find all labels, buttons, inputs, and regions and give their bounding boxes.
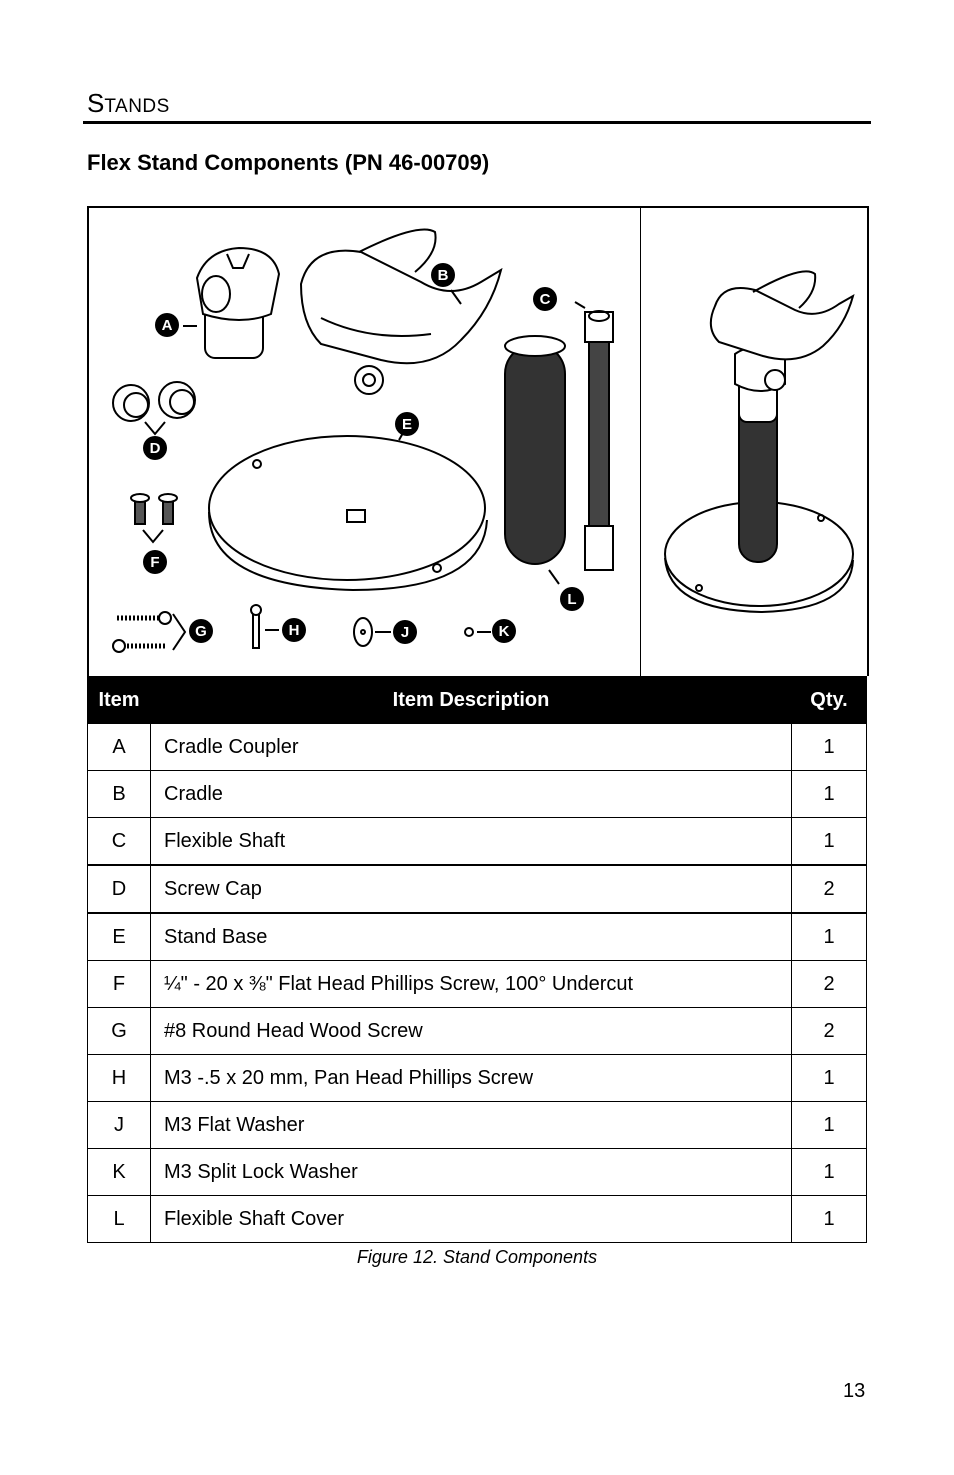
svg-text:G: G — [195, 623, 207, 640]
svg-text:J: J — [400, 624, 410, 641]
table-row — [88, 961, 867, 1008]
cradle-coupler-drawing — [197, 248, 279, 358]
callout-label-e — [395, 412, 419, 436]
column-header-description: Item Description — [151, 677, 792, 724]
section-heading — [87, 86, 170, 124]
item-qty: 1 — [792, 818, 867, 866]
svg-text:K: K — [498, 623, 510, 640]
page-number: 13 — [843, 1380, 866, 1402]
item-letter: L — [88, 1196, 151, 1243]
table-row — [88, 1008, 867, 1055]
svg-text:H: H — [288, 622, 300, 639]
callout-label-c — [533, 287, 557, 311]
item-description: ¼" - 20 x ⅜" Flat Head Phillips Screw, 100° Undercut — [151, 961, 792, 1008]
cradle-drawing — [301, 230, 501, 395]
table-row — [88, 865, 867, 913]
pan-head-screw-drawing — [251, 605, 279, 648]
item-letter: J — [88, 1102, 151, 1149]
item-letter: H — [88, 1055, 151, 1102]
wood-screws-drawing — [113, 612, 185, 652]
subsection-title: Flex Stand Components (PN 46-00709) — [87, 150, 490, 175]
item-letter: D — [88, 865, 151, 913]
svg-text:C: C — [539, 291, 551, 308]
item-description: M3 Split Lock Washer — [151, 1149, 792, 1196]
parts-drawing — [89, 208, 867, 676]
screw-caps-drawing — [113, 382, 195, 434]
item-qty: 1 — [792, 913, 867, 961]
flat-head-screws-drawing — [131, 494, 177, 542]
item-qty: 2 — [792, 961, 867, 1008]
item-description: Flexible Shaft — [151, 818, 792, 866]
section-heading-rest: TANDS — [104, 96, 170, 117]
item-description: M3 Flat Washer — [151, 1102, 792, 1149]
svg-text:L: L — [567, 591, 577, 608]
stand-base-drawing — [209, 426, 487, 590]
table-row — [88, 818, 867, 866]
column-header-qty: Qty. — [792, 677, 867, 724]
flexible-shaft-drawing — [575, 302, 613, 570]
item-description: Screw Cap — [151, 865, 792, 913]
callout-label-j — [393, 620, 417, 644]
table-row — [88, 1196, 867, 1243]
svg-text:F: F — [150, 554, 160, 571]
callout-label-k — [492, 619, 516, 643]
item-letter: A — [88, 724, 151, 771]
table-row — [88, 771, 867, 818]
item-qty: 1 — [792, 724, 867, 771]
svg-text:A: A — [161, 317, 173, 334]
section-heading-initial: S — [87, 88, 105, 118]
svg-text:E: E — [401, 416, 413, 433]
item-description: Cradle Coupler — [151, 724, 792, 771]
item-letter: G — [88, 1008, 151, 1055]
item-qty: 1 — [792, 771, 867, 818]
item-letter: K — [88, 1149, 151, 1196]
item-letter: B — [88, 771, 151, 818]
figure-caption: Figure 12. Stand Components — [356, 1247, 598, 1267]
callout-label-b — [431, 263, 455, 287]
item-letter: E — [88, 913, 151, 961]
table-row — [88, 1055, 867, 1102]
item-qty: 2 — [792, 1008, 867, 1055]
item-description: Stand Base — [151, 913, 792, 961]
callout-label-g — [189, 619, 213, 643]
item-letter: C — [88, 818, 151, 866]
callout-label-f — [143, 550, 167, 574]
assembled-stand-drawing — [665, 271, 853, 612]
flat-washer-drawing — [354, 618, 391, 646]
callout-label-a — [155, 313, 179, 337]
item-qty: 1 — [792, 1149, 867, 1196]
item-qty: 1 — [792, 1102, 867, 1149]
column-header-item: Item — [88, 677, 151, 724]
item-description: M3 -.5 x 20 mm, Pan Head Phillips Screw — [151, 1055, 792, 1102]
table-row — [88, 724, 867, 771]
item-qty: 1 — [792, 1196, 867, 1243]
table-header-row — [88, 677, 867, 724]
item-description: Flexible Shaft Cover — [151, 1196, 792, 1243]
item-qty: 2 — [792, 865, 867, 913]
table-row — [88, 1102, 867, 1149]
shaft-cover-drawing — [505, 336, 565, 584]
item-qty: 1 — [792, 1055, 867, 1102]
item-description: #8 Round Head Wood Screw — [151, 1008, 792, 1055]
table-row — [88, 913, 867, 961]
table-row — [88, 1149, 867, 1196]
callout-label-l — [560, 587, 584, 611]
svg-text:D: D — [149, 440, 161, 457]
item-description: Cradle — [151, 771, 792, 818]
item-letter: F — [88, 961, 151, 1008]
callout-label-h — [282, 618, 306, 642]
components-illustration — [87, 206, 869, 676]
svg-text:B: B — [437, 267, 449, 284]
heading-rule — [83, 121, 871, 124]
callout-label-d — [143, 436, 167, 460]
components-table — [87, 676, 867, 1243]
lock-washer-drawing — [465, 628, 491, 636]
